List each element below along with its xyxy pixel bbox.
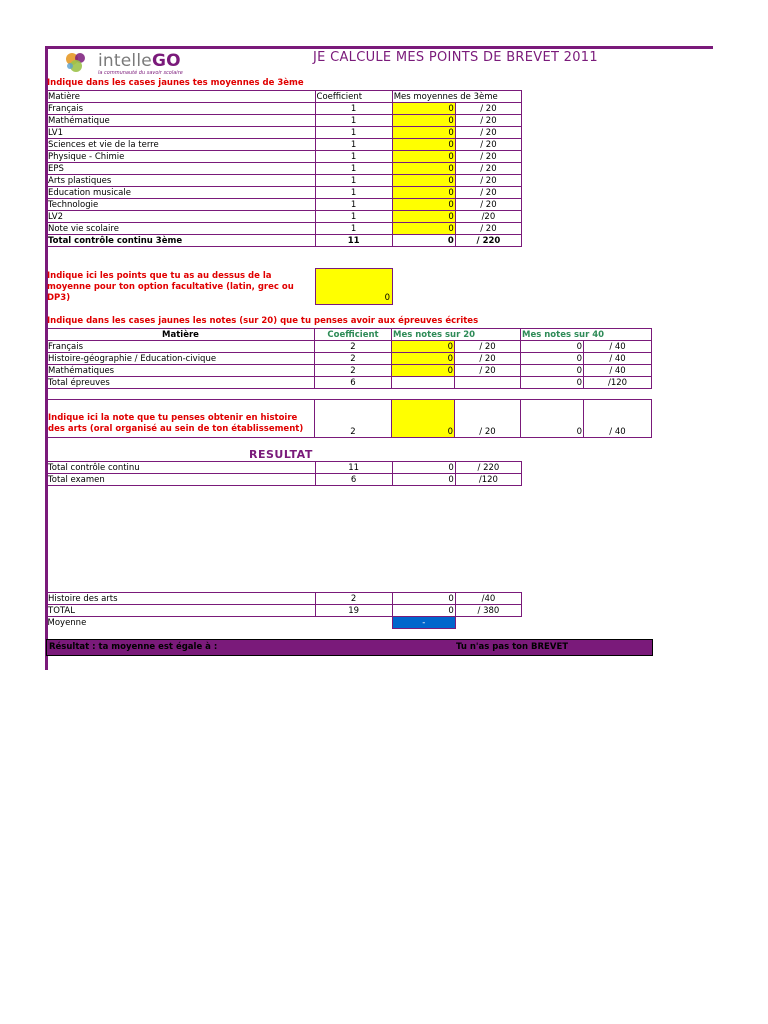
option-instruction: Indique ici les points que tu as au dessus de la moyenne pour ton option facultative (latin, grec ou DP3) [47, 271, 294, 303]
max-cell: / 20 [455, 139, 521, 151]
max20-cell: / 20 [455, 353, 521, 365]
value-cell: 0 [392, 474, 455, 486]
max-cell: / 20 [455, 223, 521, 235]
coef-cell: 2 [315, 353, 392, 365]
table-row [47, 211, 522, 223]
label-cell: TOTAL [47, 605, 316, 617]
subject-cell: Français [47, 103, 316, 115]
max40-cell: / 40 [584, 341, 652, 353]
average-input[interactable]: 0 [392, 223, 455, 235]
average-input[interactable]: 0 [392, 127, 455, 139]
subject-cell: Histoire-géographie / Education-civique [47, 353, 315, 365]
header-coefficient: Coefficient [315, 91, 392, 103]
coef-cell: 2 [315, 593, 392, 605]
table-row [47, 223, 522, 235]
empty-cell [455, 377, 521, 389]
exams-total-m40: /120 [584, 377, 652, 389]
subject-cell: Note vie scolaire [47, 223, 316, 235]
banner-left-text: Résultat : ta moyenne est égale à : [49, 642, 218, 652]
empty-cell [315, 617, 392, 629]
subject-cell: EPS [47, 163, 316, 175]
logo-icon [62, 50, 92, 76]
table-row [47, 187, 522, 199]
table-row [47, 462, 522, 474]
coef-cell: 2 [315, 365, 392, 377]
value-cell: 0 [392, 605, 455, 617]
total-row [47, 235, 522, 247]
label-cell: Histoire des arts [47, 593, 316, 605]
moyenne-row [47, 617, 522, 629]
max-cell: /40 [455, 593, 521, 605]
table-row [47, 151, 522, 163]
coef-cell: 19 [315, 605, 392, 617]
average-input[interactable]: 0 [392, 103, 455, 115]
note20-input[interactable]: 0 [392, 353, 455, 365]
table-row [47, 474, 522, 486]
header-matiere: Matière [47, 91, 316, 103]
final-table [46, 592, 522, 629]
exams-total-row [47, 377, 652, 389]
moyenne-label: Moyenne [47, 617, 87, 628]
total-coef: 11 [315, 235, 392, 247]
max40-cell: / 40 [584, 365, 652, 377]
arts-input[interactable]: 0 [392, 400, 455, 438]
result-banner [46, 639, 653, 656]
max-cell: / 20 [455, 163, 521, 175]
table-row [47, 127, 522, 139]
label-cell: Total examen [47, 474, 316, 486]
empty-cell [455, 617, 521, 629]
coef-cell: 6 [315, 474, 392, 486]
max-cell: / 20 [455, 103, 521, 115]
subject-cell: Technologie [47, 199, 316, 211]
subject-cell: Sciences et vie de la terre [47, 139, 316, 151]
exams-header-sur40: Mes notes sur 40 [521, 329, 652, 341]
table-row [47, 341, 652, 353]
coef-cell: 2 [315, 341, 392, 353]
note20-input[interactable]: 0 [392, 341, 455, 353]
table-row [47, 365, 652, 377]
logo-tagline: la communauté du savoir scolaire [98, 70, 183, 76]
total-max: / 220 [455, 235, 521, 247]
coef-cell: 1 [315, 163, 392, 175]
resultat-heading: RESULTAT [249, 448, 313, 461]
max40-cell: / 40 [584, 353, 652, 365]
average-input[interactable]: 0 [392, 163, 455, 175]
top-border [45, 46, 713, 49]
note40-cell: 0 [521, 365, 584, 377]
subject-cell: LV2 [47, 211, 316, 223]
coef-cell: 1 [315, 175, 392, 187]
subject-cell: Education musicale [47, 187, 316, 199]
note40-cell: 0 [521, 353, 584, 365]
table-row [47, 163, 522, 175]
coef-cell: 1 [315, 127, 392, 139]
table-row [47, 353, 652, 365]
averages-table [46, 90, 522, 247]
max20-cell: / 20 [455, 341, 521, 353]
table-row [47, 139, 522, 151]
moyenne-value: - [392, 617, 455, 629]
label-cell: Total contrôle continu [47, 462, 316, 474]
exams-table [46, 328, 652, 389]
table-row [47, 175, 522, 187]
coef-cell: 1 [315, 103, 392, 115]
max-cell: / 20 [455, 175, 521, 187]
coef-cell: 1 [315, 115, 392, 127]
logo-wordmark: intelleGO [98, 51, 181, 71]
arts-table [46, 399, 652, 438]
page-title: JE CALCULE MES POINTS DE BREVET 2011 [313, 50, 598, 65]
subject-cell: Arts plastiques [47, 175, 316, 187]
table-row [47, 103, 522, 115]
coef-cell: 1 [315, 187, 392, 199]
exams-header-matiere: Matière [47, 329, 315, 341]
max-cell: / 20 [455, 187, 521, 199]
exams-total-label: Total épreuves [47, 377, 315, 389]
exams-header-row [47, 329, 652, 341]
arts-row [47, 400, 652, 438]
total-label: Total contrôle continu 3ème [47, 235, 316, 247]
resultat-table [46, 461, 522, 486]
arts-v40: 0 [521, 400, 584, 438]
note40-cell: 0 [521, 341, 584, 353]
max20-cell: / 20 [455, 365, 521, 377]
average-input[interactable]: 0 [392, 151, 455, 163]
coef-cell: 1 [315, 211, 392, 223]
max-cell: / 20 [455, 199, 521, 211]
coef-cell: 1 [315, 139, 392, 151]
average-input[interactable]: 0 [392, 199, 455, 211]
subject-cell: LV1 [47, 127, 316, 139]
max-cell: / 20 [455, 115, 521, 127]
subject-cell: Mathématiques [47, 365, 315, 377]
subject-cell: Français [47, 341, 315, 353]
coef-cell: 11 [315, 462, 392, 474]
max-cell: / 20 [455, 151, 521, 163]
max-cell: /120 [455, 474, 521, 486]
table-row [47, 115, 522, 127]
coef-cell: 1 [315, 223, 392, 235]
subject-cell: Mathématique [47, 115, 316, 127]
value-cell: 0 [392, 462, 455, 474]
table-header-row [47, 91, 522, 103]
option-input[interactable] [315, 268, 393, 305]
option-value: 0 [384, 293, 390, 303]
exams-header-coef: Coefficient [315, 329, 392, 341]
max-cell: / 380 [455, 605, 521, 617]
intellego-logo [62, 50, 202, 76]
max-cell: / 220 [455, 462, 521, 474]
average-input[interactable]: 0 [392, 175, 455, 187]
exams-header-sur20: Mes notes sur 20 [392, 329, 521, 341]
note20-input[interactable]: 0 [392, 365, 455, 377]
total-value: 0 [392, 235, 455, 247]
exams-total-coef: 6 [315, 377, 392, 389]
arts-instruction [47, 400, 315, 438]
average-input[interactable]: 0 [392, 187, 455, 199]
section2-instruction: Indique dans les cases jaunes les notes (sur 20) que tu penses avoir aux épreuves écrites [47, 316, 479, 326]
header-moyennes: Mes moyennes de 3ème [392, 91, 521, 103]
subject-cell: Physique - Chimie [47, 151, 316, 163]
average-input[interactable]: 0 [392, 115, 455, 127]
max-cell: / 20 [455, 127, 521, 139]
average-input[interactable]: 0 [392, 211, 455, 223]
arts-max40: / 40 [584, 400, 652, 438]
empty-cell [392, 377, 455, 389]
section1-instruction: Indique dans les cases jaunes tes moyennes de 3ème [47, 78, 304, 88]
table-row [47, 605, 522, 617]
arts-instruction-line1: Indique ici la note que tu penses obtenir en histoire [48, 413, 298, 423]
coef-cell: 1 [315, 199, 392, 211]
arts-max20: / 20 [455, 400, 521, 438]
table-row [47, 199, 522, 211]
value-cell: 0 [392, 593, 455, 605]
arts-coef: 2 [315, 400, 392, 438]
exams-total-v40: 0 [521, 377, 584, 389]
banner-right-text: Tu n'as pas ton BREVET [456, 642, 569, 652]
max-cell: /20 [455, 211, 521, 223]
average-input[interactable]: 0 [392, 139, 455, 151]
coef-cell: 1 [315, 151, 392, 163]
table-row [47, 593, 522, 605]
arts-instruction-line2: des arts (oral organisé au sein de ton établissement) [48, 424, 304, 434]
